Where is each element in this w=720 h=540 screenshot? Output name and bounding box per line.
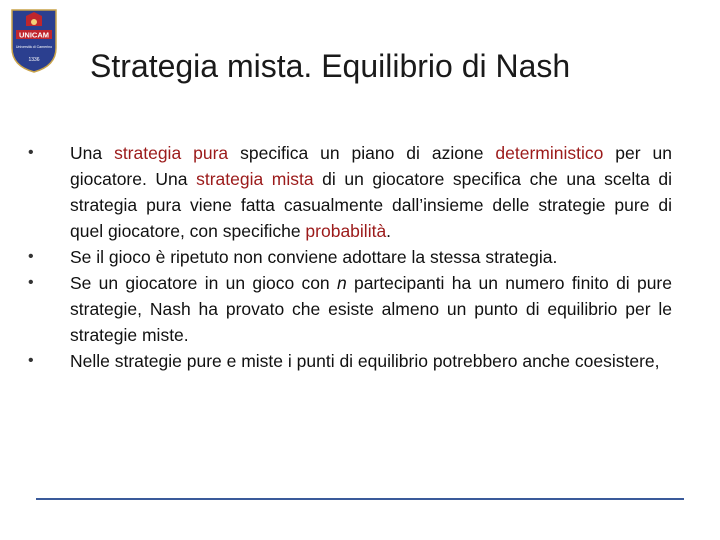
bullet-text: Nelle strategie pure e miste i punti di equilibrio potrebbero anche coesistere,: [70, 351, 660, 371]
bullet-text: per un giocatore. Una: [70, 143, 673, 189]
bullet-text: partecipanti ha un numero finito di pure strategie, Nash ha provato che esiste almeno un punto di equilibrio per le strategie miste.: [70, 273, 672, 345]
bullet-marker: •: [28, 144, 34, 161]
highlighted-term: strategia pura: [114, 143, 229, 163]
logo-year: 1336: [28, 57, 40, 63]
bullet-marker: •: [28, 248, 34, 265]
highlighted-term: strategia mista: [196, 169, 314, 189]
logo-subtitle: Università di Camerino: [15, 45, 53, 49]
bullet-list: [26, 140, 672, 374]
bullet-text: di un giocatore specifica che una scelta di strategia pura viene fatta casualmente dall’insieme delle strategie pure di quel giocatore, con specifiche: [70, 169, 673, 241]
bullet-text: Una: [70, 143, 115, 163]
bullet-text: .: [386, 221, 392, 241]
bullet-text: Se un giocatore in un gioco con: [70, 273, 337, 293]
university-logo: [8, 8, 60, 74]
bullet-item: [26, 270, 672, 348]
bullet-text: specifica un piano di azione: [228, 143, 496, 163]
highlighted-term: probabilità: [305, 221, 387, 241]
bullet-item: [26, 348, 672, 374]
bullet-text: Se il gioco è ripetuto non conviene adottare la stessa strategia.: [70, 247, 558, 267]
bullet-marker: •: [28, 274, 34, 291]
slide-title: Strategia mista. Equilibrio di Nash: [90, 48, 571, 84]
highlighted-term: deterministico: [495, 143, 604, 163]
footer-divider: [36, 498, 684, 500]
bullet-text: n: [336, 273, 347, 293]
bullet-item: [26, 140, 672, 244]
logo-name: UNICAM: [19, 30, 49, 40]
bullet-marker: •: [28, 352, 34, 369]
bullet-item: [26, 244, 672, 270]
